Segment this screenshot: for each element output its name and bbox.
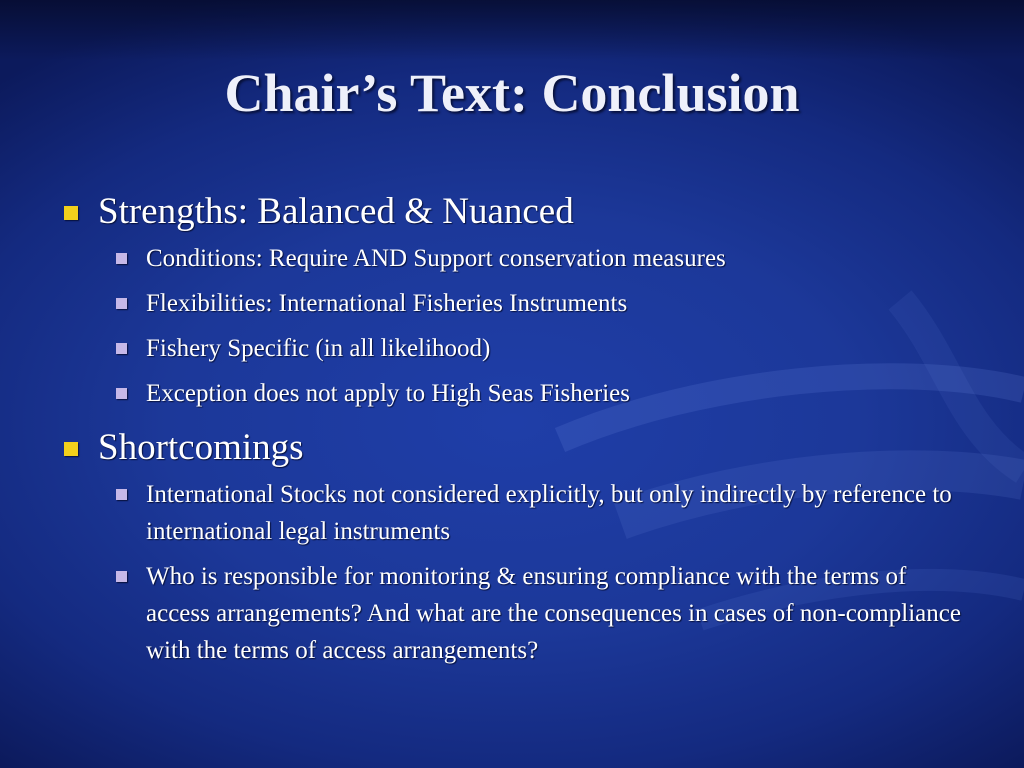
square-bullet-icon: [64, 442, 78, 456]
square-bullet-icon: [116, 343, 127, 354]
section-strengths: [62, 190, 972, 234]
square-bullet-icon: [116, 489, 127, 500]
list-item-text: International Stocks not considered explicitly, but only indirectly by reference to international legal instruments: [146, 481, 952, 545]
list-item-text: Who is responsible for monitoring & ensuring compliance with the terms of access arrangements? And what are the consequences in cases of non-compliance with the terms of access arrangements?: [146, 563, 961, 664]
list-item: [62, 240, 972, 277]
list-item: [62, 558, 972, 669]
section-heading: Strengths: Balanced & Nuanced: [98, 191, 574, 232]
list-item-text: Conditions: Require AND Support conservation measures: [146, 245, 726, 272]
list-item-text: Fishery Specific (in all likelihood): [146, 335, 491, 362]
slide-content: [62, 190, 972, 677]
list-item: [62, 285, 972, 322]
square-bullet-icon: [64, 206, 78, 220]
section-shortcomings: [62, 426, 972, 470]
slide-title: Chair’s Text: Conclusion: [224, 63, 800, 123]
list-item: [62, 330, 972, 367]
list-item: [62, 476, 972, 550]
list-item: [62, 375, 972, 412]
square-bullet-icon: [116, 298, 127, 309]
section-heading: Shortcomings: [98, 427, 304, 468]
square-bullet-icon: [116, 253, 127, 264]
square-bullet-icon: [116, 388, 127, 399]
list-item-text: Flexibilities: International Fisheries Instruments: [146, 290, 628, 317]
square-bullet-icon: [116, 571, 127, 582]
list-item-text: Exception does not apply to High Seas Fisheries: [146, 380, 630, 407]
